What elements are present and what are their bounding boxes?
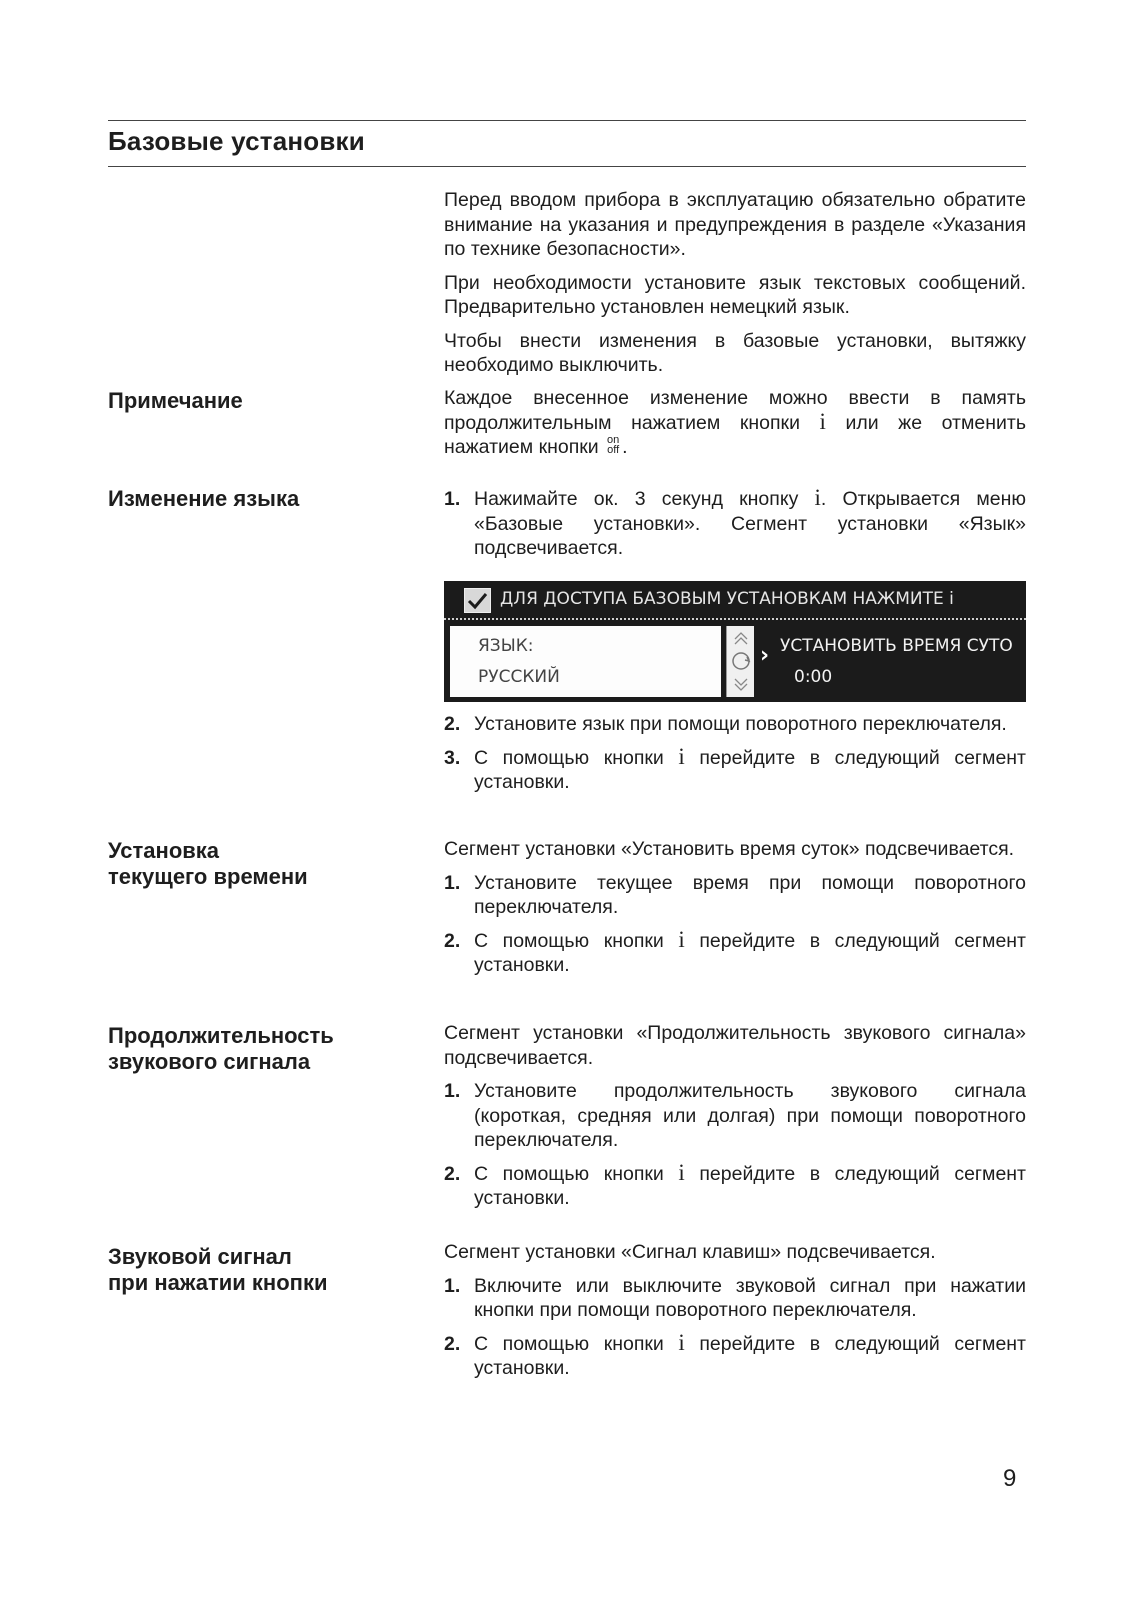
page-number: 9 [1003, 1465, 1017, 1492]
display-language-label: ЯЗЫК: [478, 636, 534, 656]
chevron-right-icon: › [760, 643, 770, 668]
language-step-2 [444, 712, 1026, 737]
display-time-label: УСТАНОВИТЬ ВРЕМЯ СУТО [780, 636, 1013, 656]
step-text: Установите язык при помощи поворотного переключателя. [474, 713, 1007, 735]
display-time-value: 0:00 [794, 667, 833, 687]
duration-heading: Продолжительность звукового сигнала [108, 1023, 334, 1074]
info-key-icon: i [814, 485, 821, 510]
on-off-key-icon: on off [607, 434, 620, 456]
language-steps-bottom [444, 712, 1026, 804]
note-heading: Примечание [108, 388, 243, 413]
step-number: 2. [444, 929, 461, 952]
info-key-icon: i [678, 743, 685, 769]
display-prompt: ДЛЯ ДОСТУПА БАЗОВЫМ УСТАНОВКАМ НАЖМИТЕ i [500, 589, 954, 609]
rotary-selector-icon [726, 626, 754, 697]
step-number: 1. [444, 488, 461, 510]
keysound-heading: Звуковой сигнал при нажатии кнопки [108, 1244, 328, 1295]
checkmark-icon [464, 588, 491, 613]
display-language-segment [450, 626, 721, 697]
keysound-section [444, 1240, 1026, 1390]
time-intro: Сегмент установки «Установить время суток» подсвечивается. [444, 838, 1015, 860]
display-divider [444, 618, 1026, 620]
step-text: Нажимайте ок. 3 секунд кнопку i. Открывается меню «Базовые установки». Сегмент установки «Язык» подсвечивается. [474, 485, 1027, 559]
page-title: Базовые установки [108, 126, 365, 156]
note-text: Каждое внесенное изменение можно ввести в память продолжительным нажатием кнопки i или же отменить нажатием кнопки on off . [444, 387, 1026, 458]
language-step-3 [444, 743, 1026, 795]
step-text: С помощью кнопки i перейдите в следующий сегмент установки. [474, 743, 1026, 793]
step-number: 1. [444, 1274, 461, 1297]
info-key-icon: i [819, 408, 826, 434]
keysound-step-2 [444, 1329, 1026, 1381]
info-key-icon: i [678, 1329, 685, 1355]
header-rule-top [108, 120, 1026, 121]
language-steps-top [444, 487, 1026, 570]
step-number: 2. [444, 1162, 461, 1185]
intro-paragraph-3: Чтобы внести изменения в базовые установки, вытяжку необходимо выключить. [444, 329, 1026, 376]
display-language-value: РУССКИЙ [478, 667, 560, 687]
keysound-step-1 [444, 1274, 1026, 1323]
time-step-2 [444, 926, 1026, 978]
language-heading: Изменение языка [108, 486, 300, 511]
step-number: 1. [444, 871, 461, 894]
intro-section [444, 188, 1026, 387]
display-header [444, 581, 1026, 618]
step-text: С помощью кнопки i перейдите в следующий сегмент установки. [474, 1159, 1026, 1209]
time-step-1 [444, 871, 1026, 920]
step-text: Установите текущее время при помощи поворотного переключателя. [474, 871, 1026, 918]
language-step-1 [444, 487, 1026, 561]
control-display [444, 581, 1026, 702]
step-number: 2. [444, 713, 461, 735]
info-key-icon: i [678, 926, 685, 952]
duration-section [444, 1021, 1026, 1220]
step-text: Включите или выключите звуковой сигнал при нажатии кнопки при помощи поворотного переключателя. [474, 1274, 1026, 1321]
step-number: 2. [444, 1332, 461, 1355]
duration-intro: Сегмент установки «Продолжительность звукового сигнала» подсвечивается. [444, 1022, 1026, 1069]
duration-step-2 [444, 1159, 1026, 1211]
intro-paragraph-2: При необходимости установите язык текстовых сообщений. Предварительно установлен немецкий язык. [444, 271, 1026, 318]
step-number: 3. [444, 746, 461, 769]
time-section [444, 837, 1026, 987]
keysound-intro: Сегмент установки «Сигнал клавиш» подсвечивается. [444, 1241, 936, 1263]
step-text: С помощью кнопки i перейдите в следующий сегмент установки. [474, 926, 1026, 976]
step-number: 1. [444, 1080, 461, 1102]
note-section [444, 386, 1026, 469]
header-rule-bottom [108, 166, 1026, 167]
duration-step-1 [444, 1079, 1026, 1153]
step-text: Установите продолжительность звукового сигнала (короткая, средняя или долгая) при помощи поворотного переключателя. [474, 1080, 1026, 1151]
time-heading: Установка текущего времени [108, 838, 308, 889]
step-text: С помощью кнопки i перейдите в следующий сегмент установки. [474, 1329, 1026, 1379]
intro-paragraph-1: Перед вводом прибора в эксплуатацию обязательно обратите внимание на указания и предупреждения в разделе «Указания по технике безопасности». [444, 189, 1026, 260]
info-key-icon: i [678, 1159, 685, 1185]
